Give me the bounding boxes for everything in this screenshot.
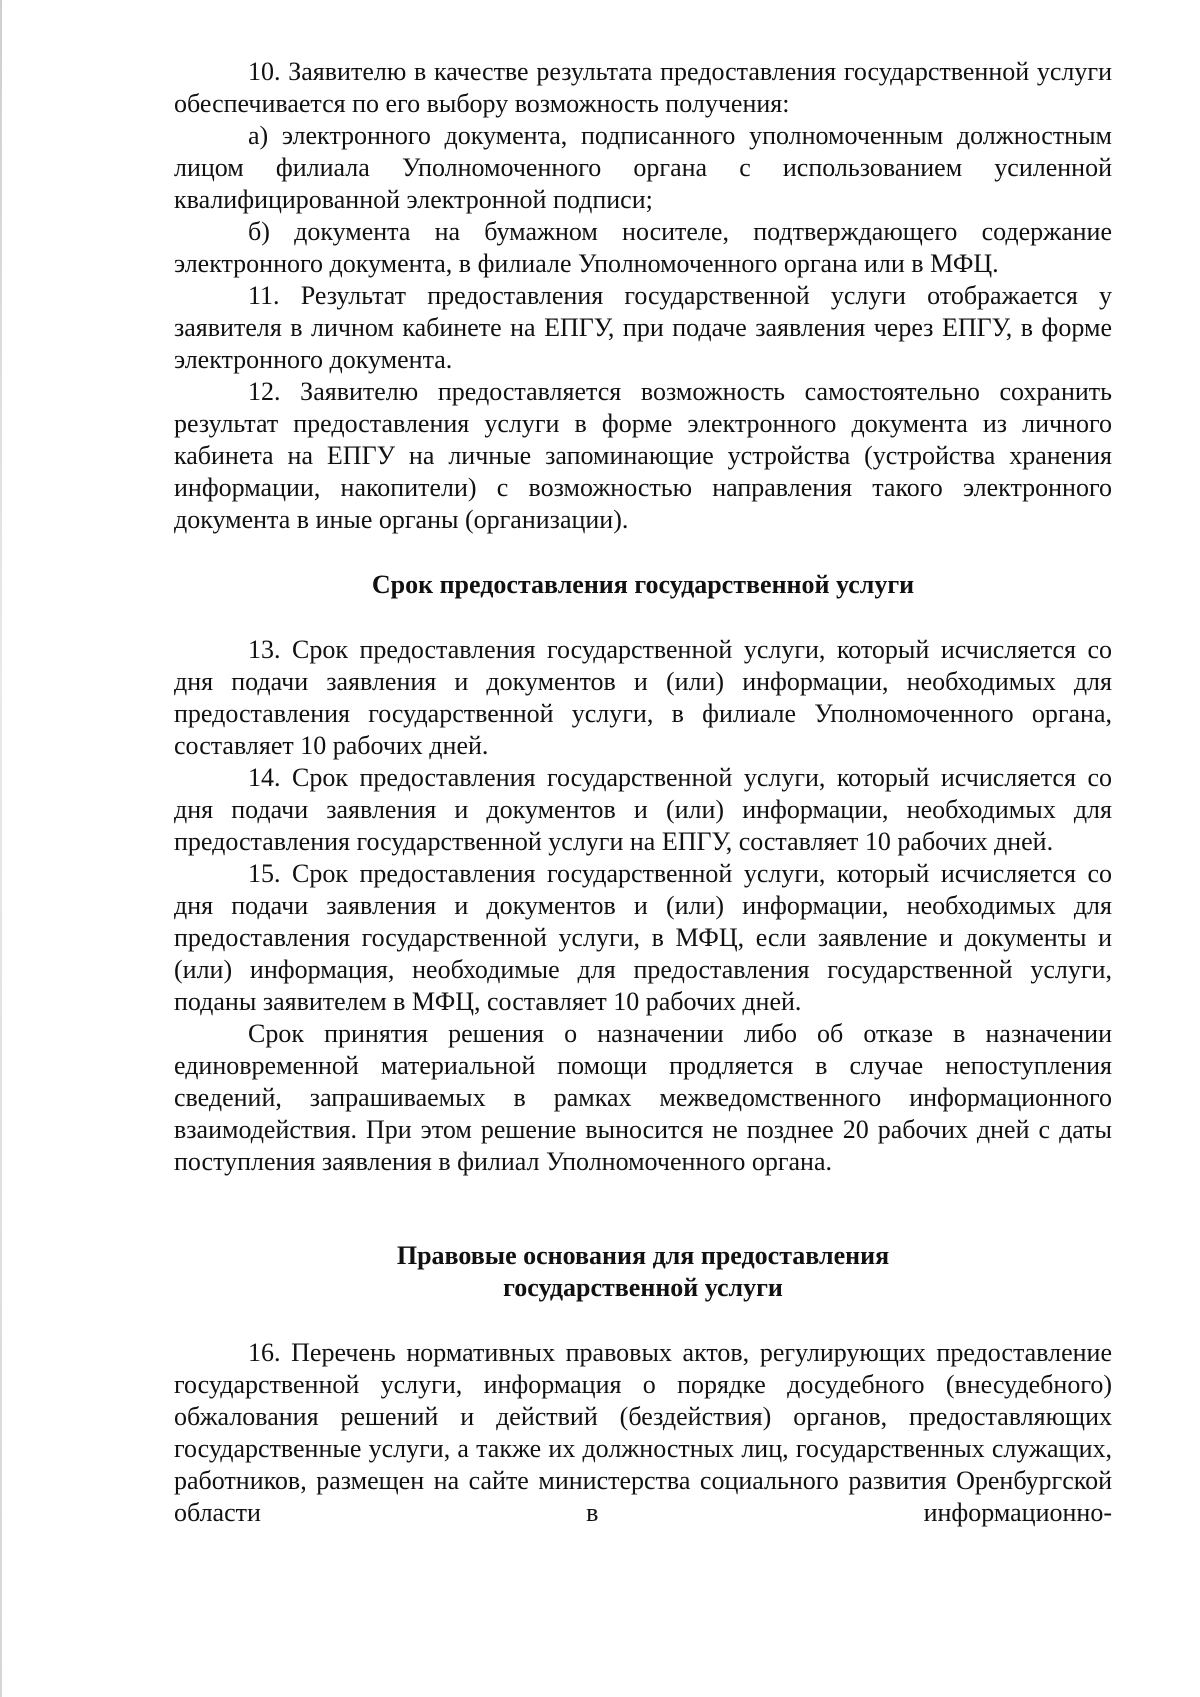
section-term: [174, 634, 1112, 1178]
scan-edge: [0, 0, 2, 1697]
paragraph-12: 12. Заявителю предоставляется возможность самостоятельно сохранить результат предоставления услуги в форме электронного документа из личного кабинета на ЕПГУ на личные запоминающие устройства (устройства хранения информации, накопители) с возможностью направления такого электронного документа в иные органы (организации).: [174, 377, 1112, 534]
document-page: [174, 56, 1112, 1529]
paragraph-14: 14. Срок предоставления государственной услуги, который исчисляется со дня подачи заявления и документов и (или) информации, необходимых для предоставления государственной услуги на ЕПГУ, составляет 10 рабочих дней.: [174, 763, 1112, 856]
section-heading-legal: [174, 1240, 1112, 1304]
section-result: [174, 56, 1112, 536]
section-legal: [174, 1337, 1112, 1529]
section-heading-legal-line1: Правовые основания для предоставления: [396, 1241, 890, 1270]
paragraph-13: 13. Срок предоставления государственной услуги, который исчисляется со дня подачи заявления и документов и (или) информации, необходимых для предоставления государственной услуги, в филиале Уполномоченного органа, составляет 10 рабочих дней.: [174, 635, 1112, 760]
paragraph-15-term-note: Срок принятия решения о назначении либо об отказе в назначении единовременной материальной помощи продляется в случае непоступления сведений, запрашиваемых в рамках межведомственного информационного взаимодействия. При этом решение выносится не позднее 20 рабочих дней с даты поступления заявления в филиал Уполномоченного органа.: [174, 1019, 1112, 1176]
paragraph-15: 15. Срок предоставления государственной услуги, который исчисляется со дня подачи заявления и документов и (или) информации, необходимых для предоставления государственной услуги, в МФЦ, если заявление и документы и (или) информация, необходимые для предоставления государственной услуги, поданы заявителем в МФЦ, составляет 10 рабочих дней.: [174, 859, 1112, 1016]
paragraph-10b: б) документа на бумажном носителе, подтверждающего содержание электронного документа, в филиале Уполномоченного органа или в МФЦ.: [174, 217, 1112, 278]
paragraph-11: 11. Результат предоставления государственной услуги отображается у заявителя в личном кабинете на ЕПГУ, при подаче заявления через ЕПГУ, в форме электронного документа.: [174, 281, 1112, 374]
paragraph-10: 10. Заявителю в качестве результата предоставления государственной услуги обеспечивается по его выбору возможность получения:: [174, 57, 1112, 118]
paragraph-16: 16. Перечень нормативных правовых актов, регулирующих предоставление государственной услуги, информация о порядке досудебного (внесудебного) обжалования решений и действий (бездействия) органов, предоставляющих государственные услуги, а также их должностных лиц, государственных служащих, работников, размещен на сайте министерства социального развития Оренбургской области в информационно-: [174, 1338, 1112, 1527]
paragraph-10a: а) электронного документа, подписанного уполномоченным должностным лицом филиала Уполномоченного органа с использованием усиленной квалифицированной электронной подписи;: [174, 121, 1112, 214]
section-heading-legal-line2: государственной услуги: [503, 1273, 783, 1302]
section-heading-term: Срок предоставления государственной услуги: [371, 570, 915, 599]
